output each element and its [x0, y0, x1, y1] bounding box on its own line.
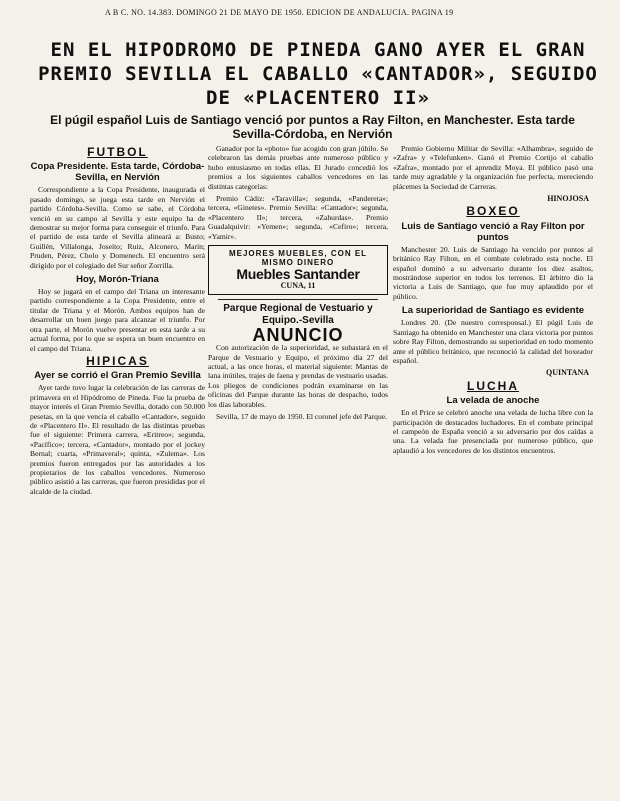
article-heading: La superioridad de Santiago es evidente: [401, 305, 585, 317]
article-text: Premio Cádiz: «Taravilla»; segunda, «Pandereta»; tercera, «Ginetes». Premio Sevilla: «Cantador»; segunda, «Placentero II»; tercera, «Zahurdas». Premio Guadalquivir: «Yemen»; segunda, «Cefiro»; tercera, «Yamir».: [208, 194, 388, 241]
section-boxeo: BOXEO: [466, 204, 520, 219]
article-text: Londres 20. (De nuestro corresponsal.) El púgil Luis de Santiago ha obtenido en Manchester una clara victoria por puntos sobre Ray Filton, demostrando su superioridad en todo momento ante el público británico, que reconoció la calidad del boxeador español.: [393, 318, 593, 365]
ad-parque-regional: Parque Regional de Vestuario y Equipo.-Sevilla: [223, 302, 373, 326]
byline: HINOJOSA: [547, 194, 589, 204]
section-hipicas: HIPICAS: [86, 353, 149, 368]
article-text: Ayer tarde tuvo lugar la celebración de las carreras de primavera en el Hipódromo de Pineda. Fue la prueba de mayor interés el Gran Premio Sevilla, dotado con 50.000 pesetas, en la que vencía el caballo «Cantador», seguido de «Placentero II». El resultado de las distintas pruebas fue el siguiente: Primera carrera, «Eritreo»; segunda, «Pacífico»; tercera, «Cantador», montado por el jockey Bernal; cuarta, «Primaveral»; quinta, «Zulema». Los premios fueron entregados por las autoridades a los propietarios de los caballos vencedores. Numeroso público asistió a las carreras, que fueron presididas por el alcalde de la ciudad.: [30, 383, 205, 496]
section-lucha: LUCHA: [467, 378, 519, 393]
ad-brand: Muebles Santander: [236, 265, 360, 282]
article-text: Hoy se jugará en el campo del Triana un interesante partido correspondiente a la Copa Presidente, entre el titular de Triana y el Morón. Ambos equipos han de desarrollar un buen juego para alcanzar el triunfo. Por otra parte, el Morón vuelve presentar en esta tarde a su actual forma, por lo que se espera un buen encuentro en el campo del Triana.: [30, 287, 205, 353]
article-heading: Hoy, Morón-Triana: [76, 274, 159, 286]
article-text: Sevilla, 17 de mayo de 1950. El coronel jefe del Parque.: [216, 411, 388, 421]
article-text: Ganador por la «photo» fue acogido con gran júbilo. Se celebraron las demás pruebas ante numeroso público y hubo entusiasmo en todas ellas. El Jurado concedió los premios a los siguientes caballos vencedores en las distintas categorías:: [208, 144, 388, 191]
ad-tagline: MEJORES MUEBLES, CON EL MISMO DINERO: [228, 249, 368, 268]
subheadline: El púgil español Luis de Santiago venció por puntos a Ray Filton, en Manchester. Esta tarde Sevilla-Córdoba, en Nervión: [50, 113, 575, 141]
advertisement-muebles: [208, 245, 388, 295]
article-heading: Ayer se corrió el Gran Premio Sevilla: [34, 370, 201, 382]
article-text: En el Price se celebró anoche una velada de lucha libre con la participación de destacados luchadores. En el combate principal el campeón de España venció a su adversario por dos caídas a una. La velada fue presenciada por numeroso público, que aplaudió a los vencedores de los distintos encuentros.: [393, 408, 593, 455]
ad-address: CUNA, 11: [280, 281, 316, 291]
article-text: Con autorización de la superioridad, se subastará en el Parque de Vestuario y Equipo, el próximo día 27 del actual, a las once horas, el material siguiente: Mantas de lana inútiles, trajes de faena y prendas de vestuario usadas. Los pliegos de condiciones podrán examinarse en las oficinas del Parque durante las horas de despacho, todos los días laborables.: [208, 343, 388, 409]
column-2: [208, 144, 388, 794]
anuncio-title: ANUNCIO: [252, 324, 344, 345]
article-text: Correspondiente a la Copa Presidente, inaugurada el pasado domingo, se juega esta tarde en Nervión el partido Córdoba-Sevilla. Como se sabe, el Córdoba venció en su campo al Sevilla y este equipo ha de demostrar su mejor forma para conseguir el triunfo. Para el partido de esta tarde el Sevilla alineará a: Busto; Guillén, Villalonga, Joseíto; Ruiz, Alconero, Marín; Pruden, Pérez, Cholo y Domenech. El encuentro será dirigido por el colegiado del Sur señor Zorrilla.: [30, 185, 205, 270]
column-1: [30, 144, 205, 794]
main-headline: EN EL HIPODROMO DE PINEDA GANO AYER EL GRAN PREMIO SEVILLA EL CABALLO «CANTADOR», SEGUIDO DE «PLACENTERO II»: [38, 39, 598, 109]
article-heading: Luis de Santiago venció a Ray Filton por puntos: [401, 220, 585, 243]
masthead: A B C. NO. 14.383. DOMINGO 21 DE MAYO DE 1950. EDICION DE ANDALUCIA. PAGINA 19: [105, 8, 454, 17]
byline: QUINTANA: [546, 368, 589, 378]
article-heading: La velada de anoche: [446, 395, 540, 407]
article-text: Premio Gobierno Militar de Sevilla: «Alhambra», seguido de «Zafra» y «Telefunken». Ganó el Premio Cortijo el caballo «Zafra», montado por el aprendiz Moya. El público pasó una tarde muy agradable y la organización fue perfecta, mereciendo plácemes la Sociedad de Carreras.: [393, 144, 593, 191]
article-heading: Copa Presidente. Esta tarde, Córdoba-Sevilla, en Nervión: [30, 161, 205, 184]
column-3: [393, 144, 593, 794]
divider: [218, 299, 378, 300]
section-futbol: FUTBOL: [87, 145, 148, 159]
article-text: Manchester 20. Luis de Santiago ha vencido por puntos al británico Ray Filton, en el combate celebrado esta noche. El español dominó a su adversario durante los diez asaltos, mostrándose superior en todos los terrenos. El árbitro dio la victoria a Luis de Santiago, que fue muy aplaudido por el público.: [393, 244, 593, 301]
